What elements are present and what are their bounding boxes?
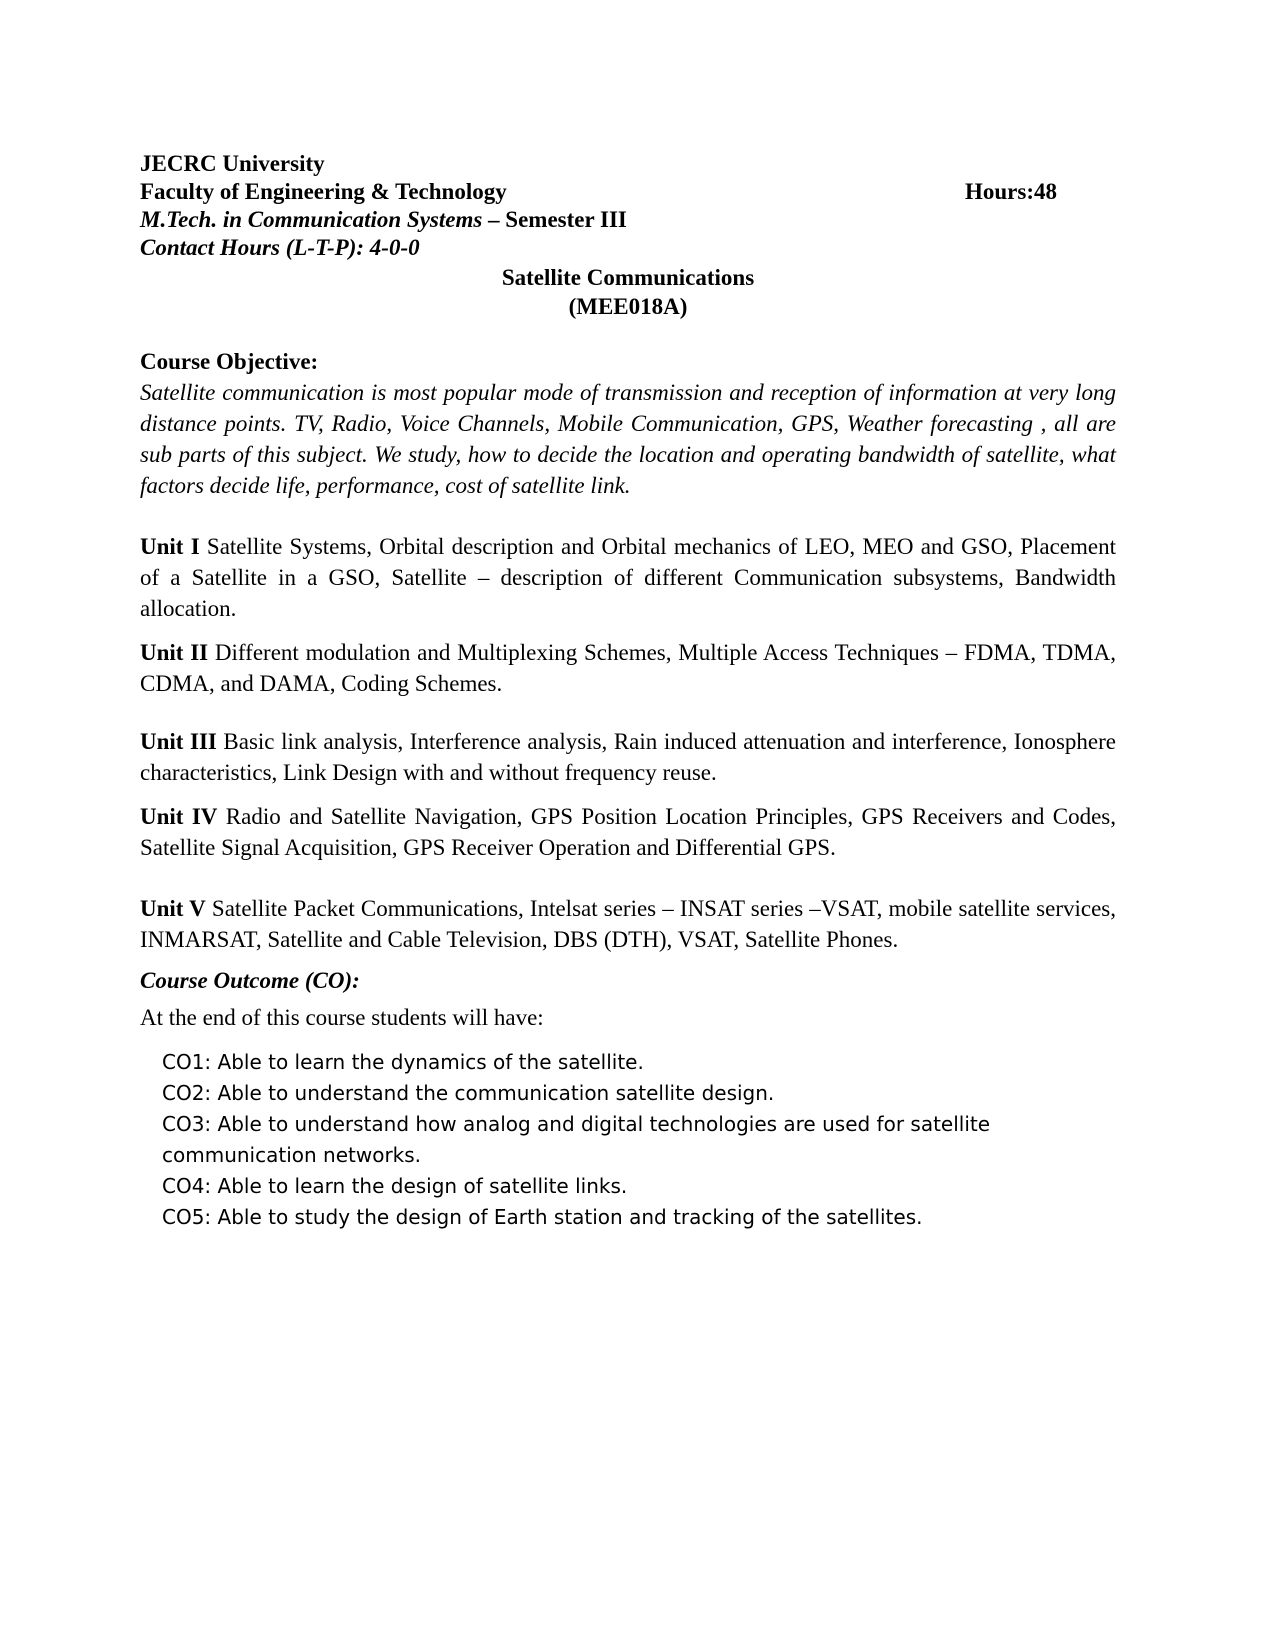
semester: – Semester III	[482, 207, 627, 232]
unit-label: Unit I	[140, 534, 200, 559]
program-line	[140, 206, 1116, 234]
unit-text: Radio and Satellite Navigation, GPS Position Location Principles, GPS Receivers and Codes, Satellite Signal Acquisition, GPS Receiver Operation and Differential GPS.	[140, 804, 1116, 860]
faculty-name: Faculty of Engineering & Technology	[140, 179, 507, 204]
contact-hours-line	[140, 234, 1116, 262]
outcome-item: CO4: Able to learn the design of satellite links.	[162, 1174, 628, 1198]
contact-hours: Contact Hours (L-T-P): 4-0-0	[140, 235, 420, 260]
course-code: (MEE018A)	[568, 294, 688, 319]
unit-text: Different modulation and Multiplexing Schemes, Multiple Access Techniques – FDMA, TDMA, CDMA, and DAMA, Coding Schemes.	[140, 640, 1117, 696]
course-title: Satellite Communications	[501, 265, 755, 290]
outcome-heading: Course Outcome (CO):	[140, 968, 360, 993]
unit-4	[140, 801, 1116, 863]
outcome-intro: At the end of this course students will have:	[140, 1005, 544, 1030]
university-name-text: JECRC University	[140, 151, 325, 176]
unit-label: Unit III	[140, 729, 217, 754]
syllabus-page	[140, 150, 1116, 1233]
objective-text: Satellite communication is most popular mode of transmission and reception of information at very long distance points. TV, Radio, Voice Channels, Mobile Communication, GPS, Weather forecasting , all are sub parts of this subject. We study, how to decide the location and operating bandwidth of satellite, what factors decide life, performance, cost of satellite link.	[140, 380, 1116, 498]
unit-label: Unit IV	[140, 804, 218, 829]
outcome-item: CO2: Able to understand the communication satellite design.	[162, 1081, 775, 1105]
unit-text: Basic link analysis, Interference analysis, Rain induced attenuation and interference, Ionosphere characteristics, Link Design with and without frequency reuse.	[140, 729, 1116, 785]
outcome-list	[140, 1047, 1022, 1233]
outcome-item: CO3: Able to understand how analog and digital technologies are used for satellite communication networks.	[162, 1112, 991, 1167]
outcome-item: CO5: Able to study the design of Earth station and tracking of the satellites.	[162, 1205, 923, 1229]
course-hours: Hours:48	[965, 179, 1057, 204]
unit-1	[140, 531, 1116, 624]
unit-3	[140, 726, 1116, 788]
unit-text: Satellite Systems, Orbital description and Orbital mechanics of LEO, MEO and GSO, Placement of a Satellite in a GSO, Satellite – description of different Communication subsystems, Bandwidth allocation.	[140, 534, 1116, 621]
course-title-block	[140, 263, 1116, 321]
unit-5	[140, 893, 1116, 955]
outcome-item: CO1: Able to learn the dynamics of the satellite.	[162, 1050, 644, 1074]
faculty-line	[140, 178, 1116, 206]
objective-heading: Course Objective:	[140, 349, 319, 374]
unit-text: Satellite Packet Communications, Intelsat series – INSAT series –VSAT, mobile satellite services, INMARSAT, Satellite and Cable Television, DBS (DTH), VSAT, Satellite Phones.	[140, 896, 1116, 952]
unit-2	[140, 637, 1116, 699]
unit-label: Unit II	[140, 640, 209, 665]
program-name: M.Tech. in Communication Systems	[140, 207, 483, 232]
unit-label: Unit V	[140, 896, 206, 921]
university-name	[140, 150, 1116, 178]
